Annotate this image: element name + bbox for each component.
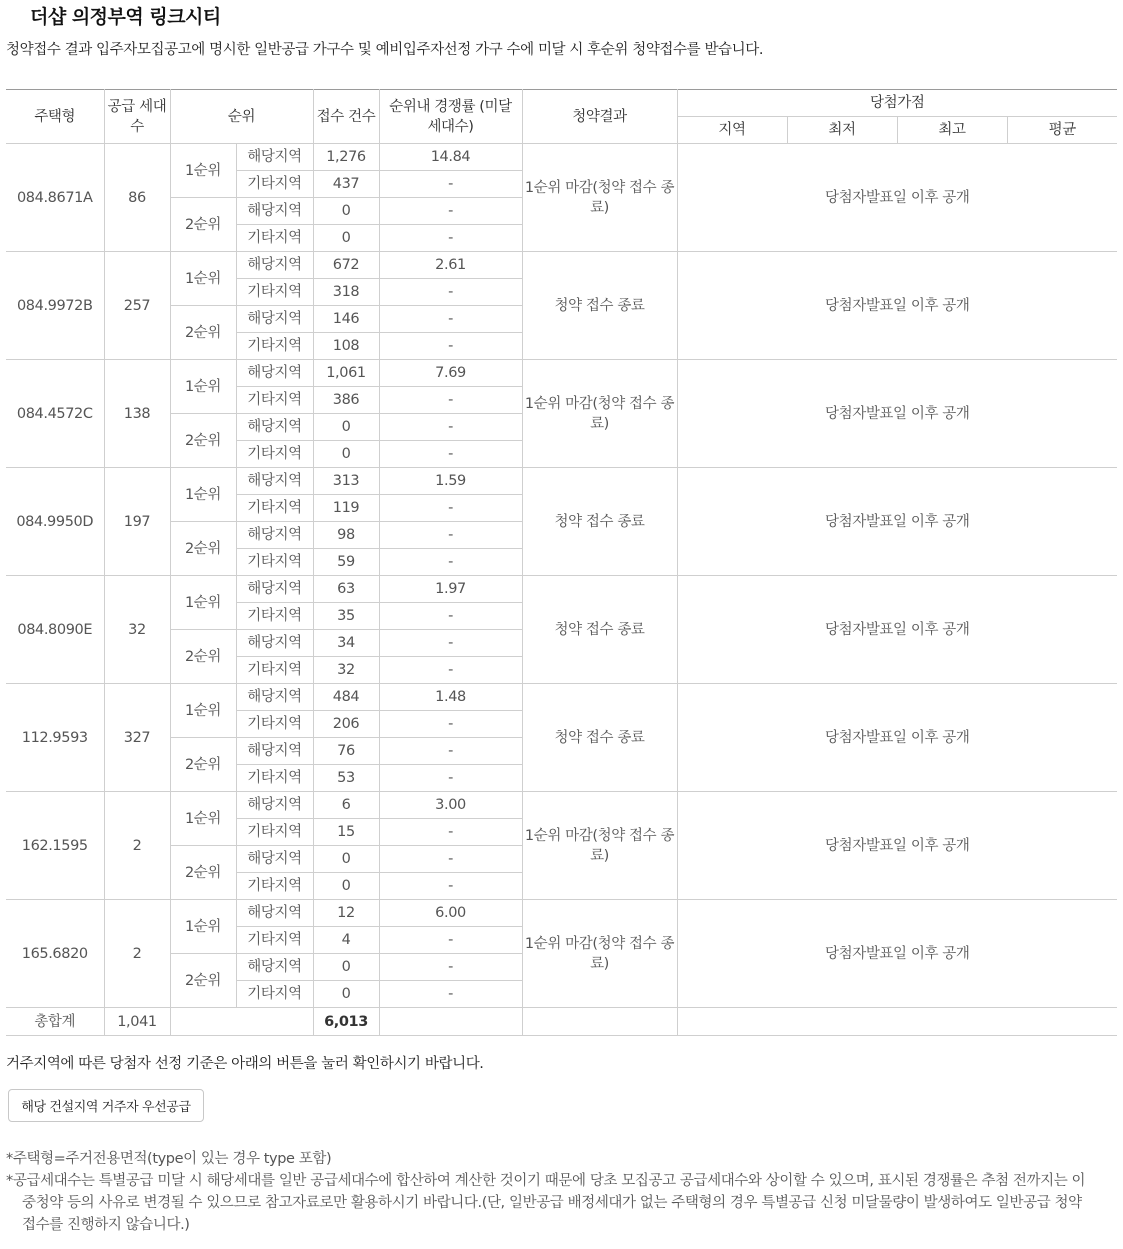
competition-rate-cell: 2.61: [379, 252, 522, 279]
competition-rate-cell: 7.69: [379, 360, 522, 387]
region-cell: 해당지역: [236, 522, 313, 549]
competition-rate-cell: -: [379, 603, 522, 630]
header-score-avg: 평균: [1007, 117, 1117, 144]
result-cell: 1순위 마감(청약 접수 종료): [522, 360, 677, 468]
total-score-empty: [677, 1008, 1117, 1036]
region-cell: 해당지역: [236, 360, 313, 387]
intro-text: 청약접수 결과 입주자모집공고에 명시한 일반공급 가구수 및 예비입주자선정 가구 수에 미달 시 후순위 청약접수를 받습니다.: [6, 42, 764, 58]
header-score-max: 최고: [897, 117, 1007, 144]
competition-rate-cell: -: [379, 225, 522, 252]
competition-rate-cell: -: [379, 495, 522, 522]
header-applications: 접수 건수: [313, 90, 379, 144]
region-cell: 해당지역: [236, 792, 313, 819]
competition-rate-cell: -: [379, 306, 522, 333]
applications-cell: 0: [313, 225, 379, 252]
supply-units-cell: 32: [104, 576, 170, 684]
applications-cell: 1,276: [313, 144, 379, 171]
winning-score-cell: 당첨자발표일 이후 공개: [677, 792, 1117, 900]
region-cell: 기타지역: [236, 333, 313, 360]
competition-rate-cell: -: [379, 819, 522, 846]
region-cell: 해당지역: [236, 144, 313, 171]
total-rank-empty: [170, 1008, 313, 1036]
competition-rate-cell: -: [379, 549, 522, 576]
competition-rate-cell: -: [379, 387, 522, 414]
table-row: [6, 252, 1117, 279]
winning-score-cell: 당첨자발표일 이후 공개: [677, 252, 1117, 360]
rank-cell: 2순위: [170, 846, 236, 900]
applications-cell: 386: [313, 387, 379, 414]
rank-cell: 1순위: [170, 900, 236, 954]
total-label: 총합계: [6, 1008, 104, 1036]
housing-type-cell: 084.4572C: [6, 360, 104, 468]
region-cell: 해당지역: [236, 954, 313, 981]
supply-units-cell: 2: [104, 792, 170, 900]
rank-cell: 2순위: [170, 630, 236, 684]
applications-cell: 53: [313, 765, 379, 792]
housing-type-cell: 162.1595: [6, 792, 104, 900]
region-cell: 기타지역: [236, 657, 313, 684]
region-cell: 기타지역: [236, 603, 313, 630]
page-title: 더샵 의정부역 링크시티: [30, 6, 221, 28]
region-cell: 기타지역: [236, 171, 313, 198]
supply-units-cell: 138: [104, 360, 170, 468]
competition-rate-cell: -: [379, 981, 522, 1008]
competition-rate-cell: 6.00: [379, 900, 522, 927]
rank-cell: 1순위: [170, 792, 236, 846]
housing-type-group: [6, 468, 1117, 576]
rank-cell: 1순위: [170, 468, 236, 522]
applications-cell: 0: [313, 954, 379, 981]
applications-cell: 0: [313, 873, 379, 900]
region-cell: 기타지역: [236, 225, 313, 252]
competition-rate-cell: -: [379, 927, 522, 954]
result-cell: 청약 접수 종료: [522, 576, 677, 684]
applications-cell: 76: [313, 738, 379, 765]
applications-cell: 146: [313, 306, 379, 333]
total-result-empty: [522, 1008, 677, 1036]
supply-units-cell: 197: [104, 468, 170, 576]
region-cell: 해당지역: [236, 576, 313, 603]
header-supply-units: 공급 세대수: [104, 90, 170, 144]
applications-cell: 6: [313, 792, 379, 819]
competition-rate-cell: -: [379, 441, 522, 468]
competition-rate-cell: -: [379, 954, 522, 981]
rank-cell: 2순위: [170, 414, 236, 468]
competition-rate-cell: -: [379, 414, 522, 441]
competition-rate-cell: -: [379, 522, 522, 549]
winning-score-cell: 당첨자발표일 이후 공개: [677, 576, 1117, 684]
applications-cell: 484: [313, 684, 379, 711]
competition-rate-cell: -: [379, 630, 522, 657]
competition-rate-cell: -: [379, 711, 522, 738]
competition-rate-cell: 1.97: [379, 576, 522, 603]
competition-rate-cell: -: [379, 657, 522, 684]
table-footer: [6, 1008, 1117, 1036]
priority-supply-button[interactable]: 해당 건설지역 거주자 우선공급: [8, 1089, 204, 1122]
table-row: [6, 576, 1117, 603]
footnote-supply-units: *공급세대수는 특별공급 미달 시 해당세대를 일반 공급세대수에 합산하여 계산한 것이기 때문에 당초 모집공고 공급세대수와 상이할 수 있으며, 표시된 경쟁률은 추첨 전까지는 이중청약 등의 사유로 변경될 수 있으므로 참고자료로만 활용하시기 바랍니다.(단, 일반공급 배정세대가 없는 주택형의 경우 특별공급 신청 미달물량이 발생하여도 일반공급 청약접수를 진행하지 않습니다.): [6, 1173, 1086, 1233]
header-competition: 순위내 경쟁률 (미달 세대수): [379, 90, 522, 144]
applications-cell: 0: [313, 198, 379, 225]
supply-units-cell: 2: [104, 900, 170, 1008]
result-cell: 1순위 마감(청약 접수 종료): [522, 144, 677, 252]
housing-type-group: [6, 144, 1117, 252]
region-cell: 기타지역: [236, 711, 313, 738]
header-score-region: 지역: [677, 117, 787, 144]
applications-cell: 318: [313, 279, 379, 306]
header-winning-score: 당첨가점: [677, 90, 1117, 117]
rank-cell: 1순위: [170, 576, 236, 630]
region-cell: 기타지역: [236, 765, 313, 792]
applications-cell: 0: [313, 981, 379, 1008]
total-supply: 1,041: [104, 1008, 170, 1036]
region-cell: 해당지역: [236, 846, 313, 873]
applications-cell: 108: [313, 333, 379, 360]
applications-cell: 35: [313, 603, 379, 630]
region-cell: 기타지역: [236, 981, 313, 1008]
winning-score-cell: 당첨자발표일 이후 공개: [677, 684, 1117, 792]
applications-cell: 4: [313, 927, 379, 954]
header-housing-type: 주택형: [6, 90, 104, 144]
rank-cell: 2순위: [170, 522, 236, 576]
competition-rate-cell: -: [379, 738, 522, 765]
housing-type-group: [6, 576, 1117, 684]
region-cell: 기타지역: [236, 387, 313, 414]
housing-type-group: [6, 252, 1117, 360]
applications-cell: 98: [313, 522, 379, 549]
table-row: [6, 900, 1117, 927]
competition-rate-cell: -: [379, 333, 522, 360]
region-cell: 해당지역: [236, 630, 313, 657]
supply-units-cell: 327: [104, 684, 170, 792]
housing-type-cell: 084.9972B: [6, 252, 104, 360]
total-applications: 6,013: [313, 1008, 379, 1036]
region-cell: 해당지역: [236, 468, 313, 495]
applications-cell: 0: [313, 846, 379, 873]
region-cell: 해당지역: [236, 900, 313, 927]
region-cell: 기타지역: [236, 549, 313, 576]
region-cell: 해당지역: [236, 738, 313, 765]
applications-cell: 1,061: [313, 360, 379, 387]
applications-cell: 32: [313, 657, 379, 684]
housing-type-cell: 165.6820: [6, 900, 104, 1008]
housing-type-group: [6, 360, 1117, 468]
subscription-result-table: [6, 89, 1117, 1036]
winning-score-cell: 당첨자발표일 이후 공개: [677, 468, 1117, 576]
housing-type-group: [6, 792, 1117, 900]
competition-rate-cell: -: [379, 198, 522, 225]
result-cell: 청약 접수 종료: [522, 684, 677, 792]
competition-rate-cell: -: [379, 279, 522, 306]
region-cell: 해당지역: [236, 684, 313, 711]
housing-type-cell: 084.9950D: [6, 468, 104, 576]
header-rank: 순위: [170, 90, 313, 144]
applications-cell: 0: [313, 414, 379, 441]
table-row: [6, 468, 1117, 495]
applications-cell: 12: [313, 900, 379, 927]
result-cell: 청약 접수 종료: [522, 252, 677, 360]
competition-rate-cell: -: [379, 765, 522, 792]
winning-score-cell: 당첨자발표일 이후 공개: [677, 360, 1117, 468]
rank-cell: 1순위: [170, 684, 236, 738]
supply-units-cell: 257: [104, 252, 170, 360]
competition-rate-cell: -: [379, 171, 522, 198]
housing-type-group: [6, 684, 1117, 792]
result-cell: 1순위 마감(청약 접수 종료): [522, 900, 677, 1008]
competition-rate-cell: 3.00: [379, 792, 522, 819]
rank-cell: 2순위: [170, 198, 236, 252]
applications-cell: 313: [313, 468, 379, 495]
table-row: [6, 144, 1117, 171]
region-cell: 기타지역: [236, 927, 313, 954]
applications-cell: 119: [313, 495, 379, 522]
housing-type-group: [6, 900, 1117, 1008]
region-cell: 해당지역: [236, 252, 313, 279]
rank-cell: 2순위: [170, 306, 236, 360]
table-row: [6, 684, 1117, 711]
applications-cell: 206: [313, 711, 379, 738]
winning-score-cell: 당첨자발표일 이후 공개: [677, 144, 1117, 252]
applications-cell: 15: [313, 819, 379, 846]
supply-units-cell: 86: [104, 144, 170, 252]
selection-criteria-note: 거주지역에 따른 당첨자 선정 기준은 아래의 버튼을 눌러 확인하시기 바랍니다.: [6, 1056, 484, 1072]
region-cell: 기타지역: [236, 441, 313, 468]
rank-cell: 1순위: [170, 360, 236, 414]
winning-score-cell: 당첨자발표일 이후 공개: [677, 900, 1117, 1008]
applications-cell: 63: [313, 576, 379, 603]
competition-rate-cell: 1.48: [379, 684, 522, 711]
competition-rate-cell: -: [379, 846, 522, 873]
table-row: [6, 360, 1117, 387]
rank-cell: 1순위: [170, 252, 236, 306]
footnotes: [6, 1148, 1086, 1236]
region-cell: 기타지역: [236, 495, 313, 522]
result-cell: 1순위 마감(청약 접수 종료): [522, 792, 677, 900]
total-row: [6, 1008, 1117, 1036]
rank-cell: 2순위: [170, 738, 236, 792]
region-cell: 해당지역: [236, 414, 313, 441]
applications-cell: 59: [313, 549, 379, 576]
applications-cell: 0: [313, 441, 379, 468]
region-cell: 기타지역: [236, 279, 313, 306]
competition-rate-cell: 14.84: [379, 144, 522, 171]
competition-rate-cell: 1.59: [379, 468, 522, 495]
rank-cell: 2순위: [170, 954, 236, 1008]
housing-type-cell: 084.8671A: [6, 144, 104, 252]
footnote-housing-type: *주택형=주거전용면적(type이 있는 경우 type 포함): [6, 1151, 332, 1167]
competition-rate-cell: -: [379, 873, 522, 900]
result-cell: 청약 접수 종료: [522, 468, 677, 576]
table-header: [6, 90, 1117, 144]
housing-type-cell: 084.8090E: [6, 576, 104, 684]
applications-cell: 437: [313, 171, 379, 198]
rank-cell: 1순위: [170, 144, 236, 198]
housing-type-cell: 112.9593: [6, 684, 104, 792]
region-cell: 기타지역: [236, 873, 313, 900]
region-cell: 해당지역: [236, 306, 313, 333]
header-score-min: 최저: [787, 117, 897, 144]
applications-cell: 672: [313, 252, 379, 279]
region-cell: 해당지역: [236, 198, 313, 225]
total-competition-empty: [379, 1008, 522, 1036]
applications-cell: 34: [313, 630, 379, 657]
header-result: 청약결과: [522, 90, 677, 144]
region-cell: 기타지역: [236, 819, 313, 846]
table-row: [6, 792, 1117, 819]
